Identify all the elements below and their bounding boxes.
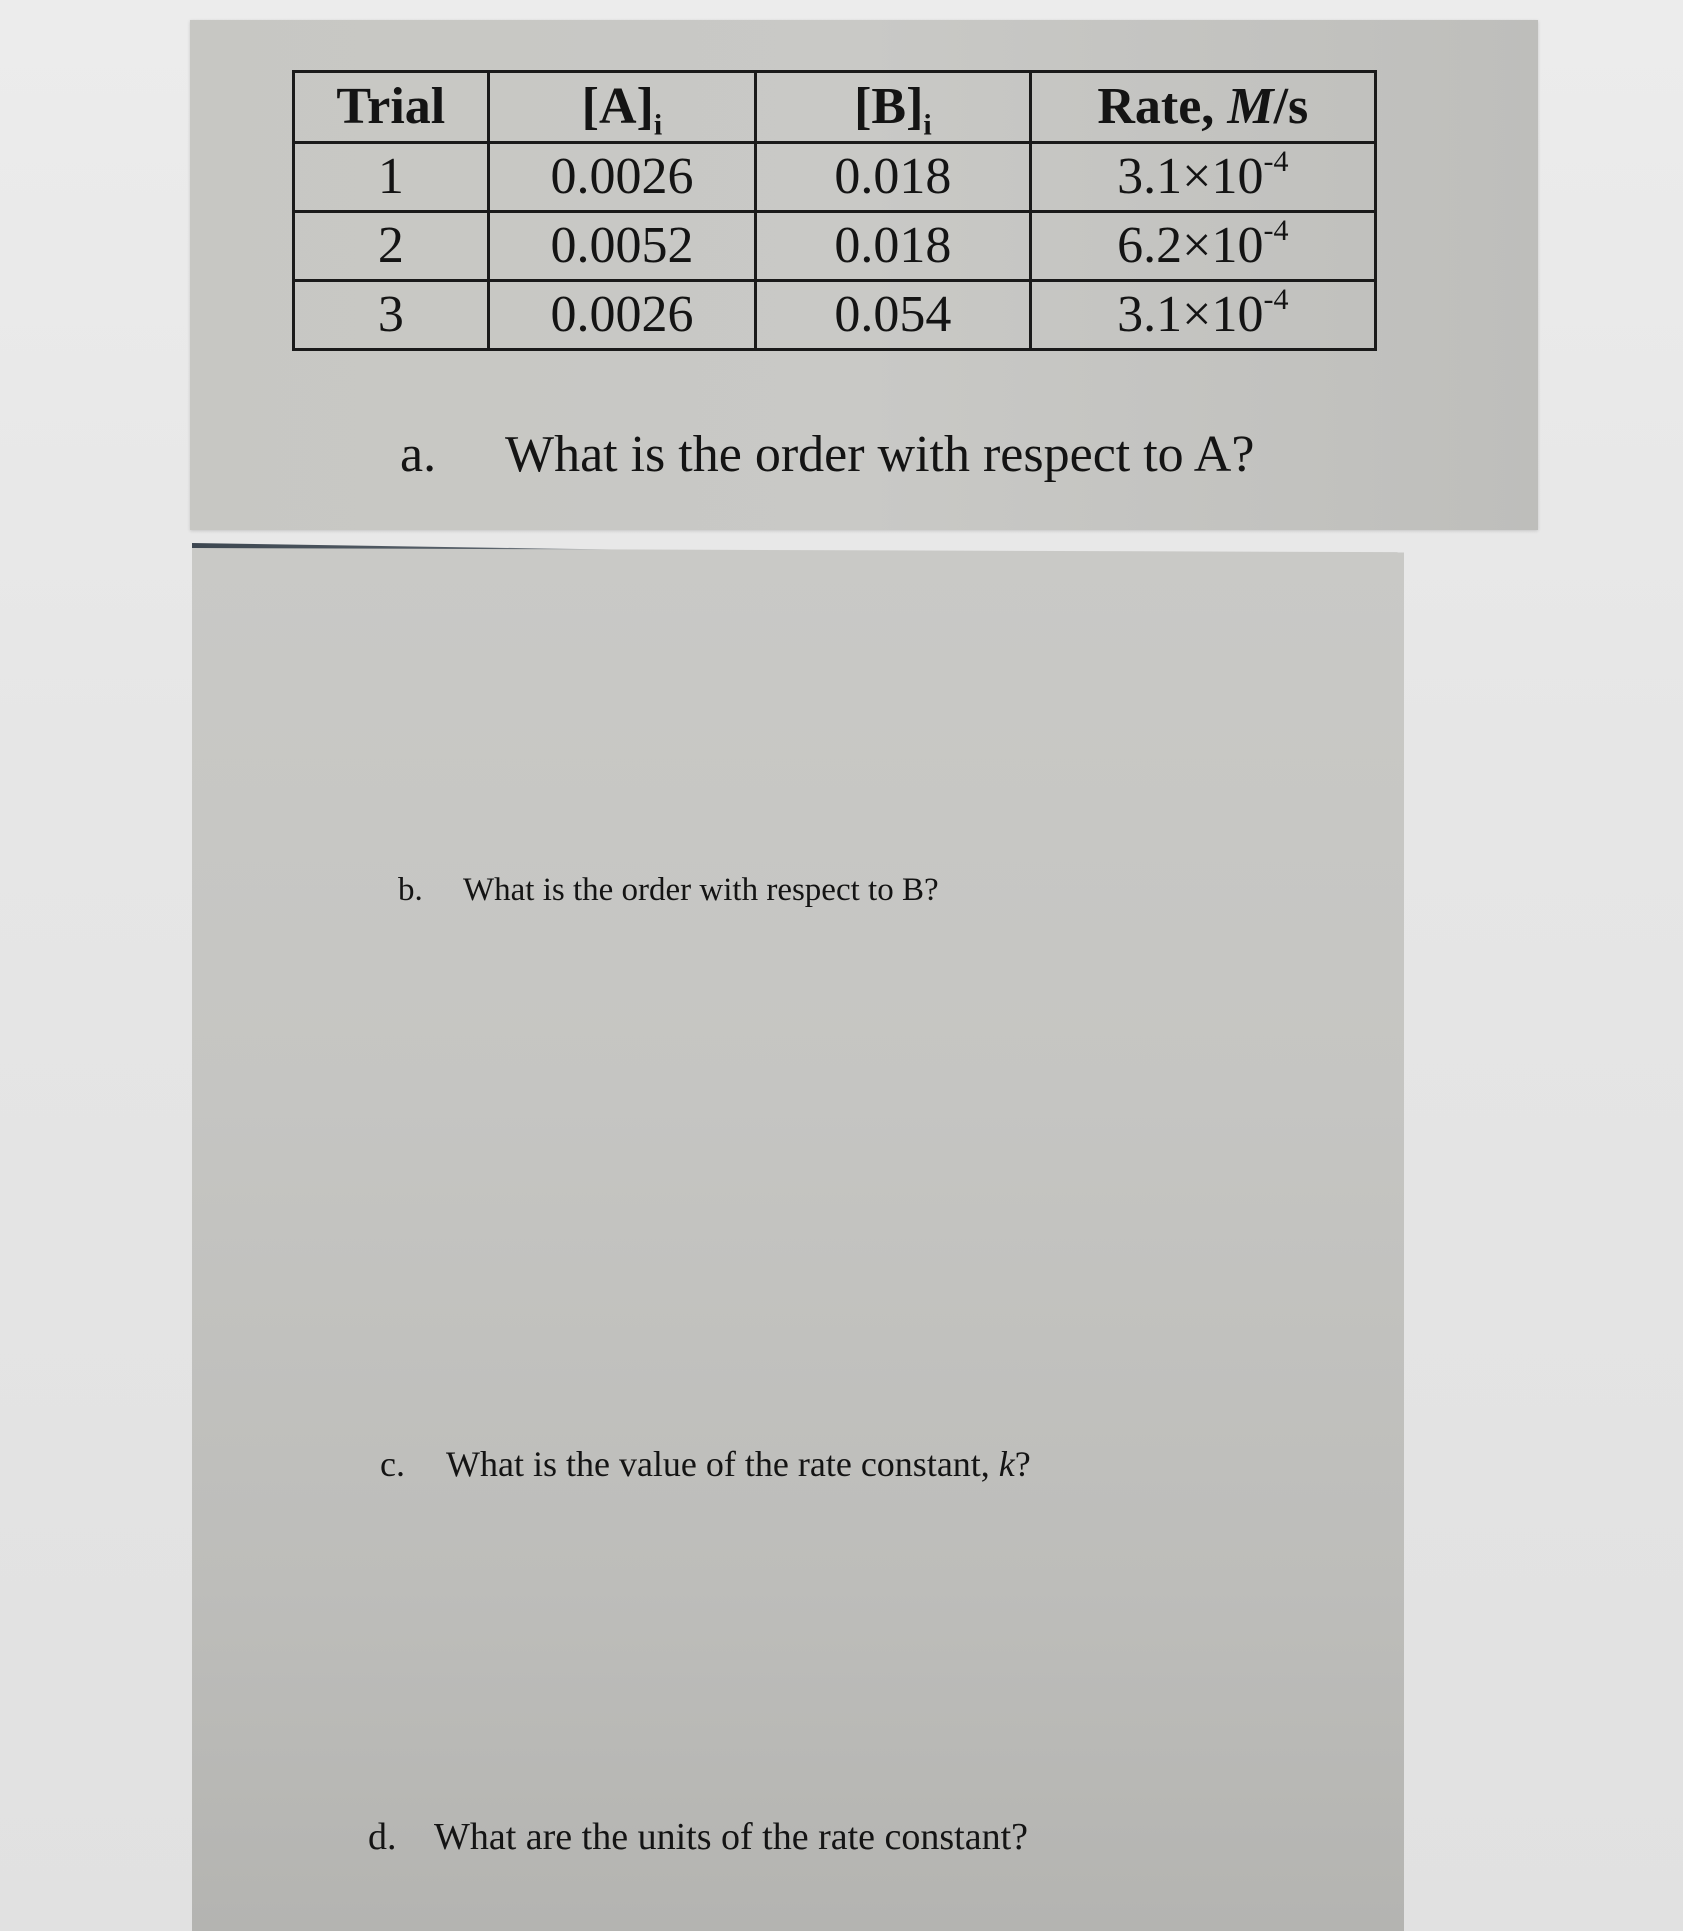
cell-concentration-a: 0.0026 [488, 281, 756, 350]
question-d [368, 1815, 1028, 1859]
header-rate: Rate, M/s [1030, 72, 1375, 143]
table-row [294, 212, 1376, 281]
cell-rate: $3.1\times 10^{-4}$ [1030, 281, 1375, 350]
question-c-text: What is the value of the rate constant, [446, 1444, 999, 1484]
cell-rate: $3.1\times 10^{-4}$ [1030, 143, 1375, 212]
question-d-text: What are the units of the rate constant? [434, 1816, 1029, 1858]
header-trial: Trial [294, 72, 489, 143]
cell-concentration-b: 0.018 [756, 212, 1030, 281]
question-b [398, 872, 939, 909]
header-concentration-b: $[B]_i$ [756, 72, 1030, 143]
cell-trial: 3 [294, 281, 489, 350]
table-row [294, 143, 1376, 212]
cell-concentration-b: 0.018 [756, 143, 1030, 212]
cell-trial: 1 [294, 143, 489, 212]
question-c [380, 1443, 1031, 1485]
cell-concentration-b: 0.054 [756, 281, 1030, 350]
question-a [400, 425, 1254, 484]
question-a-text: What is the order with respect to A? [505, 426, 1255, 483]
rate-constant-symbol: k [998, 1444, 1015, 1484]
worksheet-bottom-page [192, 548, 1404, 1931]
cell-concentration-a: 0.0052 [488, 212, 756, 281]
rate-data-table [292, 70, 1377, 351]
table-header-row [294, 72, 1376, 143]
header-concentration-a: $[A]_i$ [488, 72, 756, 143]
question-d-letter: d. [368, 1816, 397, 1858]
question-c-end: ? [1014, 1444, 1031, 1484]
cell-trial: 2 [294, 212, 489, 281]
question-a-letter: a. [400, 426, 437, 483]
cell-rate: $6.2\times 10^{-4}$ [1030, 212, 1375, 281]
question-c-letter: c. [380, 1444, 405, 1484]
table-row [294, 281, 1376, 350]
question-b-text: What is the order with respect to B? [463, 872, 939, 908]
cell-concentration-a: 0.0026 [488, 143, 756, 212]
question-b-letter: b. [398, 872, 423, 908]
